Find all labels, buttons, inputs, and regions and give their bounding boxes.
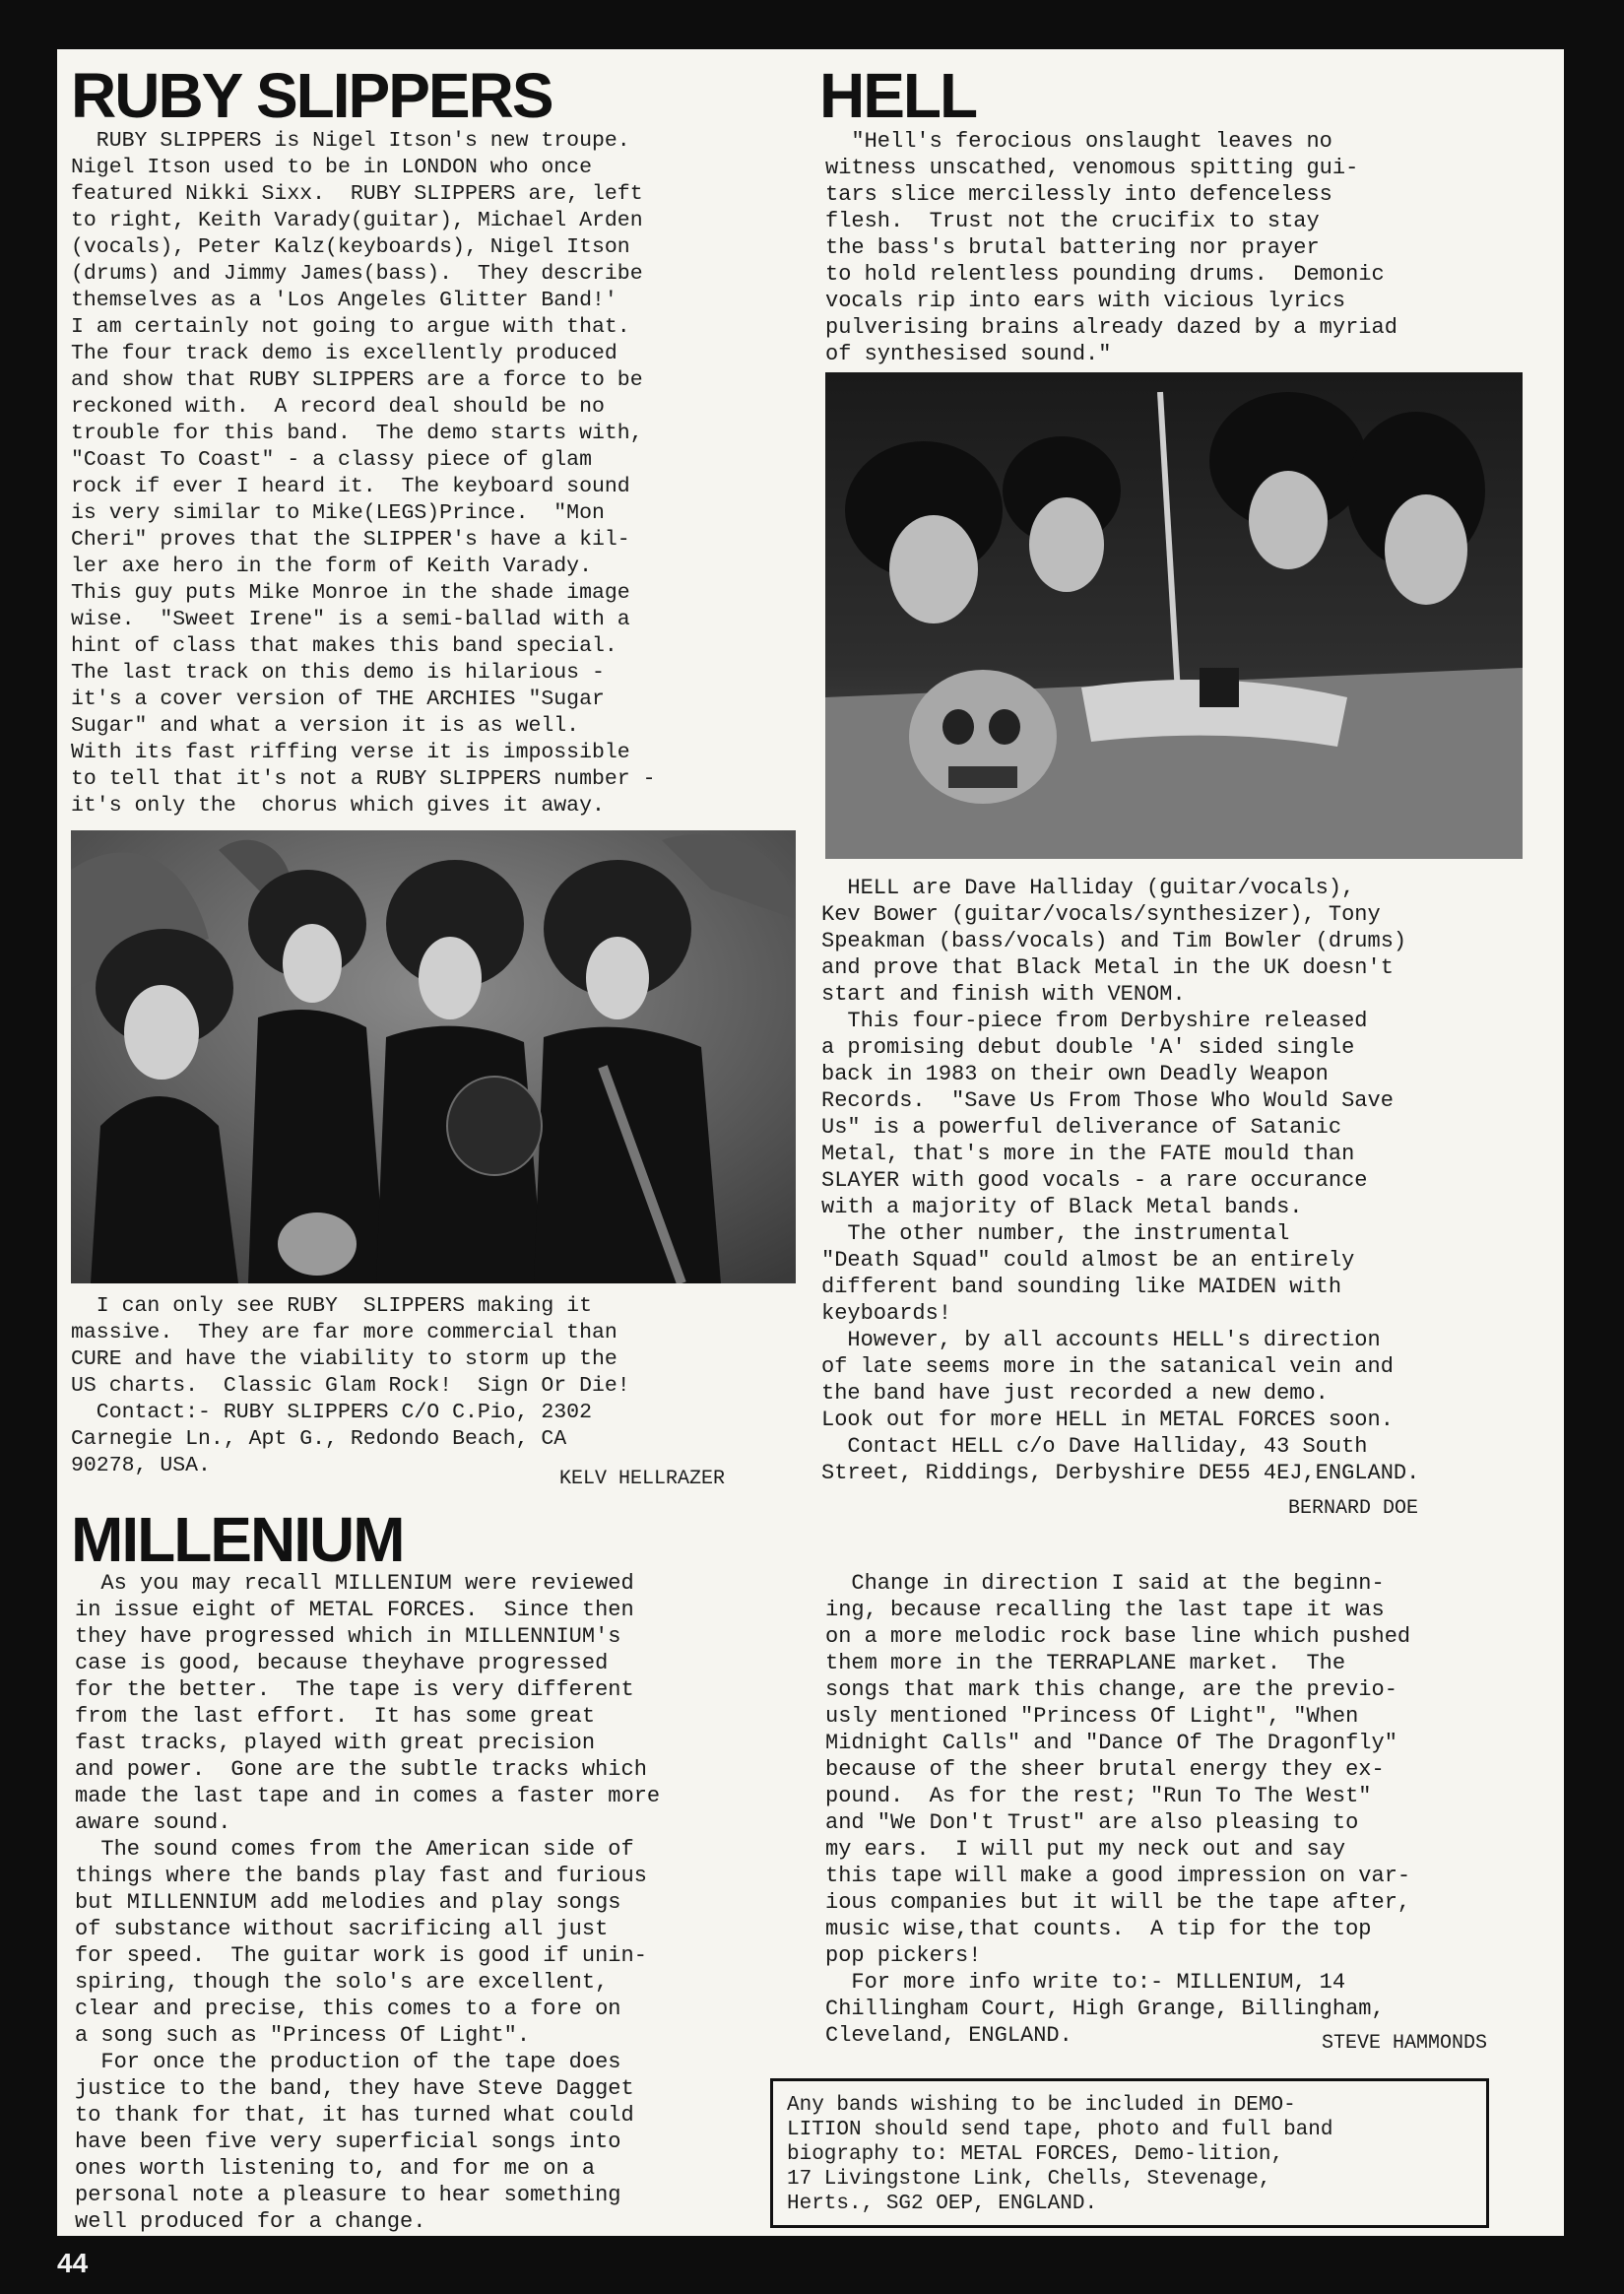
page-number: 44 bbox=[57, 2248, 89, 2278]
hell-body: HELL are Dave Halliday (guitar/vocals), Kev Bower (guitar/vocals/synthesizer), Tony Speakman (bass/vocals) and Tim Bowler (drums) and prove that Black Metal in the UK doesn't start and finish with VENOM. This four-piece from Derbyshire released a promising debut double 'A' sided single back in 1983 on their own Deadly Weapon Records. "Save Us From Those Who Would Save Us" is a powerful deliverance of Satanic Metal, that's more in the FATE mould than SLAYER with good vocals - a rare occurance with a majority of Black Metal bands. The other number, the instrumental "Death Squad" could almost be an entirely different band sounding like MAIDEN with keyboards! However, by all accounts HELL's direction of late seems more in the satanical vein and the band have just recorded a new demo. Look out for more HELL in METAL FORCES soon. Contact HELL c/o Dave Halliday, 43 South Street, Riddings, Derbyshire DE55 4EJ,ENGLAND. bbox=[821, 876, 1420, 1485]
millenium-column-1: As you may recall MILLENIUM were reviewed in issue eight of METAL FORCES. Since then they have progressed which in MILLENNIUM's case is good, because theyhave progressed for the better. The tape is very different from the last effort. It has some great fast tracks, played with great precision and power. Gone are the subtle tracks which made the last tape and in comes a faster more aware sound. The sound comes from the American side of things where the bands play fast and furious but MILLENNIUM add melodies and play songs of substance without sacrificing all just for speed. The guitar work is good if unin- spiring, though the solo's are excellent, clear and precise, this comes to a fore on a song such as "Princess Of Light". For once the production of the tape does justice to the band, they have Steve Dagget to thank for that, it has turned what could have been five very superficial songs into ones worth listening to, and for me on a personal note a pleasure to hear something well produced for a change. bbox=[75, 1571, 661, 2234]
millenium-headline: MILLENIUM bbox=[71, 1504, 404, 1575]
hell-quote: "Hell's ferocious onslaught leaves no witness unscathed, venomous spitting gui- tars slice mercilessly into defenceless flesh. Trust not the crucifix to stay the bass's brutal battering nor prayer to hold relentless pounding drums. Demonic vocals rip into ears with vicious lyrics pulverising brains already dazed by a myriad of synthesised sound." bbox=[825, 129, 1397, 366]
millenium-byline: STEVE HAMMONDS bbox=[1322, 2032, 1488, 2055]
ruby-slippers-intro: RUBY SLIPPERS is Nigel Itson's new troupe. Nigel Itson used to be in LONDON who once featured Nikki Sixx. RUBY SLIPPERS are, left to right, Keith Varady(guitar), Michael Arden (vocals), Peter Kalz(keyboards), Nigel Itson (drums) and Jimmy James(bass). They describe themselves as a 'Los Angeles Glitter Band!' I am certainly not going to argue with that. The four track demo is excellently produced and show that RUBY SLIPPERS are a force to be reckoned with. A record deal should be no trouble for this band. The demo starts with, "Coast To Coast" - a classy piece of glam rock if ever I heard it. The keyboard sound is very similar to Mike(LEGS)Prince. "Mon Cheri" proves that the SLIPPER's have a kil- ler axe hero in the form of Keith Varady. This guy puts Mike Monroe in the shade image wise. "Sweet Irene" is a semi-ballad with a hint of class that makes this band special. The last track on this demo is hilarious - it's a cover version of THE ARCHIES "Sugar Sugar" and what a version it is as well. With its fast riffing verse it is impossible to tell that it's not a RUBY SLIPPERS number - it's only the chorus which gives it away. bbox=[71, 129, 656, 818]
hell-headline: HELL bbox=[819, 60, 977, 131]
ruby-slippers-outro: I can only see RUBY SLIPPERS making it massive. They are far more commercial than CURE and have the viability to storm up the US charts. Classic Glam Rock! Sign Or Die! Contact:- RUBY SLIPPERS C/O C.Pio, 2302 Carnegie Ln., Apt G., Redondo Beach, CA 90278, USA. bbox=[71, 1294, 630, 1477]
hell-band-photo bbox=[825, 372, 1523, 859]
millenium-column-2: Change in direction I said at the beginn- ing, because recalling the last tape it was on a more melodic rock base line which pushed them more in the TERRAPLANE market. The songs that mark this change, are the previo- usly mentioned "Princess Of Light", "When Midnight Calls" and "Dance Of The Dragonfly" because of the sheer brutal energy they ex- pound. As for the rest; "Run To The West" and "We Don't Trust" are also pleasing to my ears. I will put my neck out and say this tape will make a good impression on var- ious companies but it will be the tape after, music wise,that counts. A tip for the top pop pickers! For more info write to:- MILLENIUM, 14 Chillingham Court, High Grange, Billingham, Cleveland, ENGLAND. bbox=[825, 1571, 1411, 2048]
ruby-slippers-band-photo bbox=[71, 830, 796, 1283]
demo-submission-notice: Any bands wishing to be included in DEMO- LITION should send tape, photo and full band biography to: METAL FORCES, Demo-lition, 17 Livingstone Link, Chells, Stevenage, Herts., SG2 OEP, ENGLAND. bbox=[770, 2078, 1489, 2228]
ruby-slippers-byline: KELV HELLRAZER bbox=[559, 1468, 726, 1490]
hell-byline: BERNARD DOE bbox=[1288, 1497, 1419, 1520]
ruby-slippers-headline: RUBY SLIPPERS bbox=[71, 60, 552, 131]
